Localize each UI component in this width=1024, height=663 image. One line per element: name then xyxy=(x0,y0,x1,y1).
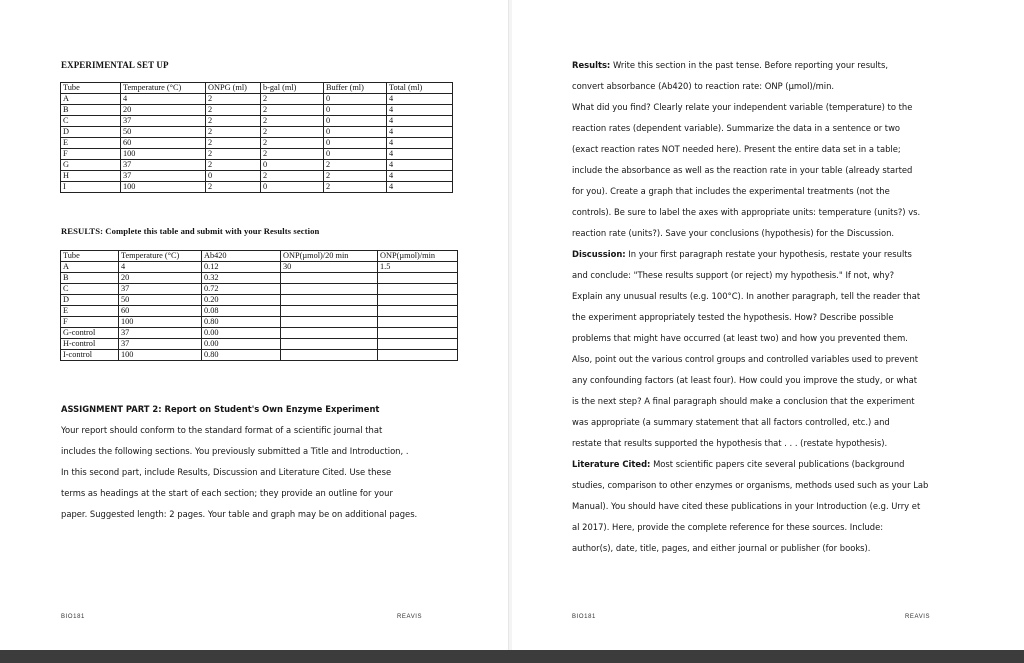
table-cell: F xyxy=(61,317,119,328)
table-cell: 4 xyxy=(387,127,453,138)
table-cell: 20 xyxy=(121,105,206,116)
table-cell xyxy=(378,273,458,284)
table-row xyxy=(61,160,453,171)
table-cell: 2 xyxy=(261,127,324,138)
instruction-line: studies, comparison to other enzymes or organisms, methods used such as your Lab xyxy=(572,480,929,490)
assignment-line: paper. Suggested length: 2 pages. Your table and graph may be on additional pages. xyxy=(61,509,418,519)
column-header: Tube xyxy=(61,83,121,94)
table-cell: D xyxy=(61,127,121,138)
table-cell: 37 xyxy=(119,284,202,295)
table-cell xyxy=(378,328,458,339)
table-cell: 100 xyxy=(121,182,206,193)
instruction-line: Results: Write this section in the past tense. Before reporting your results, xyxy=(572,60,888,70)
table-row xyxy=(61,127,453,138)
table-cell: G xyxy=(61,160,121,171)
table-cell: 0 xyxy=(324,138,387,149)
instruction-line: is the next step? A final paragraph should make a conclusion that the experiment xyxy=(572,396,915,406)
instruction-line: problems that might have occurred (at least two) and how you prevented them. xyxy=(572,333,908,343)
table-cell: 100 xyxy=(119,350,202,361)
table-cell: I xyxy=(61,182,121,193)
table-cell: 4 xyxy=(387,160,453,171)
table-cell xyxy=(281,306,378,317)
instruction-line: Explain any unusual results (e.g. 100°C). In another paragraph, tell the reader that xyxy=(572,291,921,301)
table-cell xyxy=(281,273,378,284)
table-cell: 2 xyxy=(261,149,324,160)
table-cell: 20 xyxy=(119,273,202,284)
assignment-block xyxy=(61,399,501,525)
table-row xyxy=(61,328,458,339)
table-row xyxy=(61,262,458,273)
table-cell xyxy=(281,284,378,295)
table-cell: E xyxy=(61,306,119,317)
table-cell: 37 xyxy=(119,328,202,339)
viewer-bottom-bar xyxy=(0,650,1024,663)
table-cell: 2 xyxy=(261,138,324,149)
table-row xyxy=(61,306,458,317)
table-row xyxy=(61,149,453,160)
table-cell: 37 xyxy=(119,339,202,350)
table-cell: 4 xyxy=(387,171,453,182)
table-cell: 2 xyxy=(206,105,261,116)
table-cell xyxy=(378,350,458,361)
assignment-line: Your report should conform to the standard format of a scientific journal that xyxy=(61,425,383,435)
table-cell: 0 xyxy=(261,182,324,193)
table-cell: 2 xyxy=(206,138,261,149)
table-cell: B xyxy=(61,273,119,284)
table-cell: 2 xyxy=(261,171,324,182)
column-header: ONPG (ml) xyxy=(206,83,261,94)
table-cell: D xyxy=(61,295,119,306)
table-cell xyxy=(378,306,458,317)
table-cell: F xyxy=(61,149,121,160)
table-cell: 2 xyxy=(206,94,261,105)
table-cell: 0.00 xyxy=(202,339,281,350)
table-cell: H xyxy=(61,171,121,182)
right-page xyxy=(512,0,1024,650)
instruction-line: reaction rate (units?). Save your conclusions (hypothesis) for the Discussion. xyxy=(572,228,895,238)
table-cell: I-control xyxy=(61,350,119,361)
table-cell: 50 xyxy=(119,295,202,306)
instructions-block xyxy=(572,55,1022,559)
results-heading: RESULTS: Complete this table and submit with your Results section xyxy=(61,226,320,236)
column-header: Total (ml) xyxy=(387,83,453,94)
instruction-line: the experiment appropriately tested the hypothesis. How? Describe possible xyxy=(572,312,894,322)
table-cell: 4 xyxy=(387,182,453,193)
table-cell: 1.5 xyxy=(378,262,458,273)
assignment-line: includes the following sections. You previously submitted a Title and Introduction, . xyxy=(61,446,409,456)
instruction-line: controls). Be sure to label the axes with appropriate units: temperature (units?) vs. xyxy=(572,207,921,217)
instruction-line: author(s), date, title, pages, and either journal or publisher (for books). xyxy=(572,543,871,553)
results-table-header xyxy=(61,251,458,262)
table-row xyxy=(61,339,458,350)
table-cell: 2 xyxy=(261,116,324,127)
instruction-line: convert absorbance (Ab420) to reaction rate: ONP (µmol)/min. xyxy=(572,81,835,91)
table-cell xyxy=(281,295,378,306)
column-header: Ab420 xyxy=(202,251,281,262)
table-cell: 0 xyxy=(324,94,387,105)
assignment-line: In this second part, include Results, Discussion and Literature Cited. Use these xyxy=(61,467,392,477)
table-cell: 0.32 xyxy=(202,273,281,284)
table-cell: 2 xyxy=(261,94,324,105)
table-cell: 0.80 xyxy=(202,350,281,361)
table-cell xyxy=(378,295,458,306)
table-cell: 100 xyxy=(119,317,202,328)
table-row xyxy=(61,116,453,127)
table-cell: 0 xyxy=(324,105,387,116)
table-cell: 100 xyxy=(121,149,206,160)
table-cell: 30 xyxy=(281,262,378,273)
table-cell: 0.72 xyxy=(202,284,281,295)
table-row xyxy=(61,105,453,116)
table-cell: 0 xyxy=(206,171,261,182)
setup-table-header xyxy=(61,83,453,94)
table-cell: A xyxy=(61,262,119,273)
table-row xyxy=(61,273,458,284)
table-cell: 2 xyxy=(324,171,387,182)
right-footer-author: REAVIS xyxy=(905,614,931,620)
table-cell: 2 xyxy=(324,160,387,171)
setup-heading: EXPERIMENTAL SET UP xyxy=(61,60,169,70)
table-cell: G-control xyxy=(61,328,119,339)
table-cell: 0.20 xyxy=(202,295,281,306)
table-cell: 0 xyxy=(261,160,324,171)
table-cell: 0 xyxy=(324,116,387,127)
instruction-line: was appropriate (a summary statement that all factors controlled, etc.) and xyxy=(572,417,890,427)
column-header: Temperature (°C) xyxy=(121,83,206,94)
instruction-line: Discussion: In your first paragraph restate your hypothesis, restate your results xyxy=(572,249,912,259)
section-label: Discussion: xyxy=(572,249,626,259)
table-row xyxy=(61,171,453,182)
table-row xyxy=(61,94,453,105)
table-cell: 4 xyxy=(121,94,206,105)
table-cell: 37 xyxy=(121,160,206,171)
assignment-title: ASSIGNMENT PART 2: Report on Student's Own Enzyme Experiment xyxy=(61,404,380,414)
instruction-line: reaction rates (dependent variable). Summarize the data in a sentence or two xyxy=(572,123,901,133)
instruction-line: Also, point out the various control groups and controlled variables used to prevent xyxy=(572,354,919,364)
table-cell: 2 xyxy=(324,182,387,193)
table-cell xyxy=(378,339,458,350)
right-footer-course: BIO181 xyxy=(572,614,596,620)
table-cell: 50 xyxy=(121,127,206,138)
left-footer-course: BIO181 xyxy=(61,614,85,620)
instruction-line: for you). Create a graph that includes the experimental treatments (not the xyxy=(572,186,890,196)
column-header: ONP(µmol)/20 min xyxy=(281,251,378,262)
table-row xyxy=(61,317,458,328)
table-cell xyxy=(281,317,378,328)
table-cell: H-control xyxy=(61,339,119,350)
table-cell xyxy=(378,284,458,295)
table-cell: E xyxy=(61,138,121,149)
table-cell xyxy=(281,328,378,339)
table-row xyxy=(61,295,458,306)
instruction-line: (exact reaction rates NOT needed here). Present the entire data set in a table; xyxy=(572,144,901,154)
table-cell: 2 xyxy=(206,182,261,193)
table-cell: 4 xyxy=(387,149,453,160)
table-cell: 0.00 xyxy=(202,328,281,339)
instruction-line: al 2017). Here, provide the complete reference for these sources. Include: xyxy=(572,522,884,532)
table-cell: A xyxy=(61,94,121,105)
table-cell: 0 xyxy=(324,127,387,138)
instruction-line: What did you find? Clearly relate your independent variable (temperature) to the xyxy=(572,102,913,112)
section-label: Literature Cited: xyxy=(572,459,651,469)
table-cell: 60 xyxy=(119,306,202,317)
table-cell: 2 xyxy=(261,105,324,116)
table-cell: 37 xyxy=(121,171,206,182)
table-row xyxy=(61,350,458,361)
table-cell: 4 xyxy=(387,94,453,105)
table-row xyxy=(61,284,458,295)
instruction-line: and conclude: "These results support (or reject) my hypothesis." If not, why? xyxy=(572,270,895,280)
left-page xyxy=(0,0,512,650)
table-cell xyxy=(281,350,378,361)
table-cell xyxy=(378,317,458,328)
table-cell: 37 xyxy=(121,116,206,127)
table-cell: 2 xyxy=(206,127,261,138)
table-cell: 60 xyxy=(121,138,206,149)
assignment-line: terms as headings at the start of each section; they provide an outline for your xyxy=(61,488,393,498)
table-cell: 2 xyxy=(206,149,261,160)
column-header: b-gal (ml) xyxy=(261,83,324,94)
table-cell: 4 xyxy=(387,116,453,127)
column-header: ONP(µmol)/min xyxy=(378,251,458,262)
instruction-line: any confounding factors (at least four). How could you improve the study, or what xyxy=(572,375,917,385)
setup-table xyxy=(60,82,453,193)
table-cell: 2 xyxy=(206,160,261,171)
section-label: Results: xyxy=(572,60,611,70)
instruction-line: restate that results supported the hypothesis that . . . (restate hypothesis). xyxy=(572,438,888,448)
column-header: Buffer (ml) xyxy=(324,83,387,94)
table-row xyxy=(61,138,453,149)
column-header: Tube xyxy=(61,251,119,262)
table-cell xyxy=(281,339,378,350)
results-table xyxy=(60,250,458,361)
table-cell: C xyxy=(61,284,119,295)
table-cell: C xyxy=(61,116,121,127)
instruction-line: include the absorbance as well as the reaction rate in your table (already started xyxy=(572,165,913,175)
table-cell: 4 xyxy=(387,138,453,149)
table-cell: 2 xyxy=(206,116,261,127)
table-cell: 0.08 xyxy=(202,306,281,317)
table-cell: 4 xyxy=(387,105,453,116)
table-cell: 0.80 xyxy=(202,317,281,328)
table-row xyxy=(61,182,453,193)
table-cell: 0.12 xyxy=(202,262,281,273)
instruction-line: Literature Cited: Most scientific papers cite several publications (background xyxy=(572,459,905,469)
left-footer-author: REAVIS xyxy=(397,614,423,620)
table-cell: 4 xyxy=(119,262,202,273)
table-cell: B xyxy=(61,105,121,116)
column-header: Temperature (°C) xyxy=(119,251,202,262)
instruction-line: Manual). You should have cited these publications in your Introduction (e.g. Urry et xyxy=(572,501,921,511)
table-cell: 0 xyxy=(324,149,387,160)
